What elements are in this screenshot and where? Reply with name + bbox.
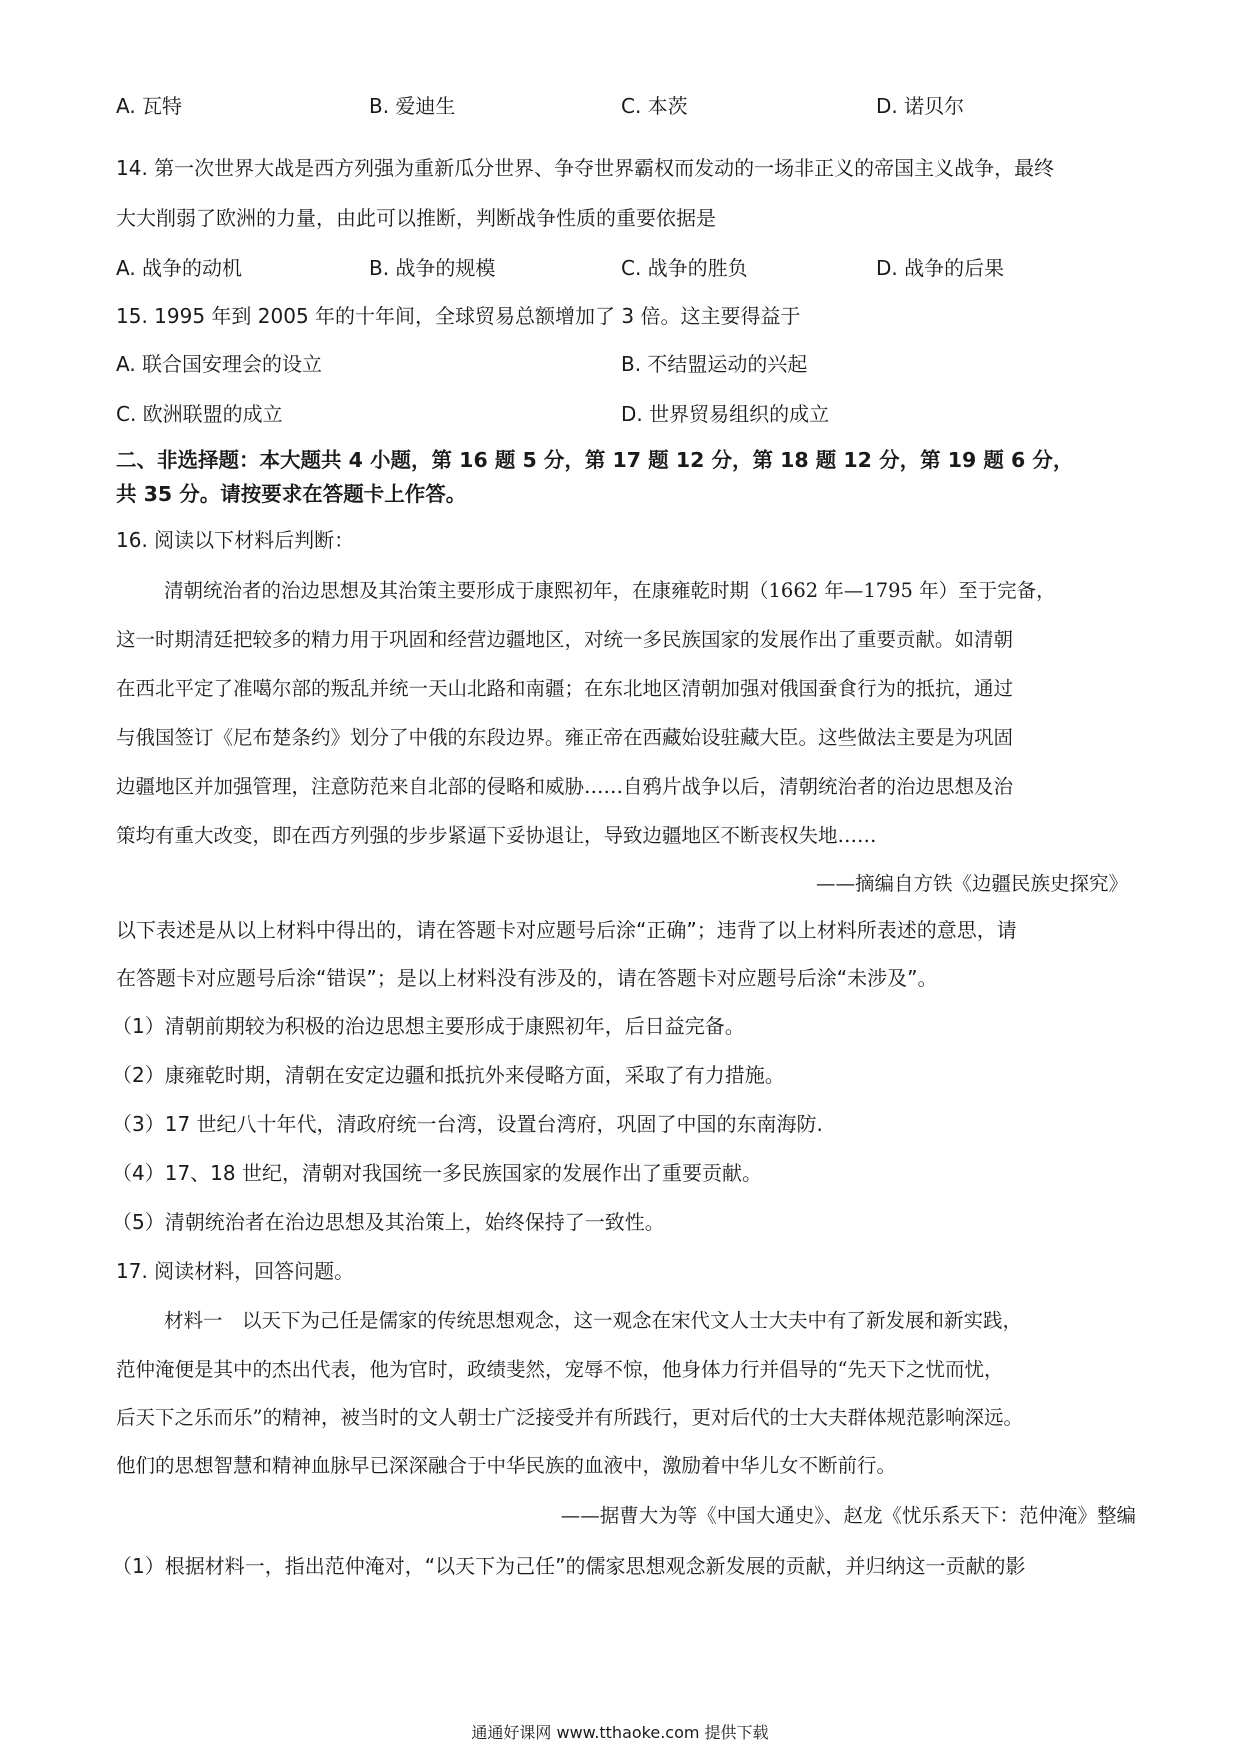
q16-item-4: （4）17、18 世纪，清朝对我国统一多民族国家的发展作出了重要贡献。 xyxy=(112,1161,762,1185)
q15-option-a: A. 联合国安理会的设立 xyxy=(116,352,323,376)
q16-material-line-6: 策均有重大改变，即在西方列强的步步紧逼下妥协退让，导致边疆地区不断丧权失地…… xyxy=(116,824,877,847)
q13-option-a: A. 瓦特 xyxy=(116,94,183,118)
q16-source: ——摘编自方铁《边疆民族史探究》 xyxy=(815,872,1128,895)
q15-option-d: D. 世界贸易组织的成立 xyxy=(621,402,830,426)
q15-option-c: C. 欧洲联盟的成立 xyxy=(116,402,283,426)
q14-option-c: C. 战争的胜负 xyxy=(621,256,748,280)
q14-stem-line-2: 大大削弱了欧洲的力量，由此可以推断，判断战争性质的重要依据是 xyxy=(116,206,716,230)
q17-subquestion-1: （1）根据材料一，指出范仲淹对，“以天下为己任”的儒家思想观念新发展的贡献，并归纳这一贡献的影 xyxy=(112,1554,1026,1578)
q16-item-1: （1）清朝前期较为积极的治边思想主要形成于康熙初年，后日益完备。 xyxy=(112,1014,745,1038)
q17-material-line-3: 后天下之乐而乐”的精神，被当时的文人朝士广泛接受并有所践行，更对后代的士大夫群体规范影响深远。 xyxy=(116,1406,1023,1429)
q16-material-line-2: 这一时期清廷把较多的精力用于巩固和经营边疆地区，对统一多民族国家的发展作出了重要贡献。如清朝 xyxy=(116,628,1014,651)
q16-stem: 16. 阅读以下材料后判断： xyxy=(116,528,355,552)
q17-source: ——据曹大为等《中国大通史》、赵龙《忧乐系天下：范仲淹》整编 xyxy=(560,1504,1136,1527)
q16-material-line-4: 与俄国签订《尼布楚条约》划分了中俄的东段边界。雍正帝在西藏始设驻藏大臣。这些做法主要是为巩固 xyxy=(116,726,1014,749)
q17-material-line-4: 他们的思想智慧和精神血脉早已深深融合于中华民族的血液中，激励着中华儿女不断前行。 xyxy=(116,1454,897,1477)
q16-material-line-5: 边疆地区并加强管理，注意防范来自北部的侵略和威胁……自鸦片战争以后，清朝统治者的治边思想及治 xyxy=(116,775,1014,798)
q13-option-c: C. 本茨 xyxy=(621,94,688,118)
q14-stem-line-1: 14. 第一次世界大战是西方列强为重新瓜分世界、争夺世界霸权而发动的一场非正义的帝国主义战争，最终 xyxy=(116,156,1055,180)
q15-option-b: B. 不结盟运动的兴起 xyxy=(621,352,808,376)
q13-option-d: D. 诺贝尔 xyxy=(876,94,965,118)
q16-item-2: （2）康雍乾时期，清朝在安定边疆和抵抗外来侵略方面，采取了有力措施。 xyxy=(112,1063,785,1087)
q14-option-b: B. 战争的规模 xyxy=(369,256,496,280)
q16-item-3: （3）17 世纪八十年代，清政府统一台湾，设置台湾府，巩固了中国的东南海防. xyxy=(112,1112,823,1136)
q17-stem: 17. 阅读材料，回答问题。 xyxy=(116,1259,355,1283)
q14-option-a: A. 战争的动机 xyxy=(116,256,243,280)
q17-material-line-1: 材料一 以天下为己任是儒家的传统思想观念，这一观念在宋代文人士大夫中有了新发展和新实践， xyxy=(164,1309,1023,1332)
page-footer: 通通好课网 www.tthaoke.com 提供下载 xyxy=(471,1723,769,1742)
q16-instruction-line-1: 以下表述是从以上材料中得出的，请在答题卡对应题号后涂“正确”；违背了以上材料所表述的意思，请 xyxy=(116,918,1017,942)
q16-instruction-line-2: 在答题卡对应题号后涂“错误”；是以上材料没有涉及的，请在答题卡对应题号后涂“未涉及”。 xyxy=(116,966,938,990)
q14-option-d: D. 战争的后果 xyxy=(876,256,1005,280)
q13-option-b: B. 爱迪生 xyxy=(369,94,456,118)
q16-material-line-3: 在西北平定了准噶尔部的叛乱并统一天山北路和南疆；在东北地区清朝加强对俄国蚕食行为的抵抗，通过 xyxy=(116,677,1014,700)
q16-material-line-1: 清朝统治者的治边思想及其治策主要形成于康熙初年，在康雍乾时期（1662 年—1795 年）至于完备， xyxy=(164,579,1056,602)
q17-material-line-2: 范仲淹便是其中的杰出代表，他为官时，政绩斐然，宠辱不惊，他身体力行并倡导的“先天下之忧而忧， xyxy=(116,1358,1004,1381)
q16-item-5: （5）清朝统治者在治边思想及其治策上，始终保持了一致性。 xyxy=(112,1210,665,1234)
section-2-heading-line-2: 共 35 分。请按要求在答题卡上作答。 xyxy=(116,482,467,506)
q15-stem: 15. 1995 年到 2005 年的十年间，全球贸易总额增加了 3 倍。这主要得益于 xyxy=(116,304,801,328)
section-2-heading-line-1: 二、非选择题：本大题共 4 小题，第 16 题 5 分，第 17 题 12 分，第 18 题 12 分，第 19 题 6 分， xyxy=(116,448,1074,472)
